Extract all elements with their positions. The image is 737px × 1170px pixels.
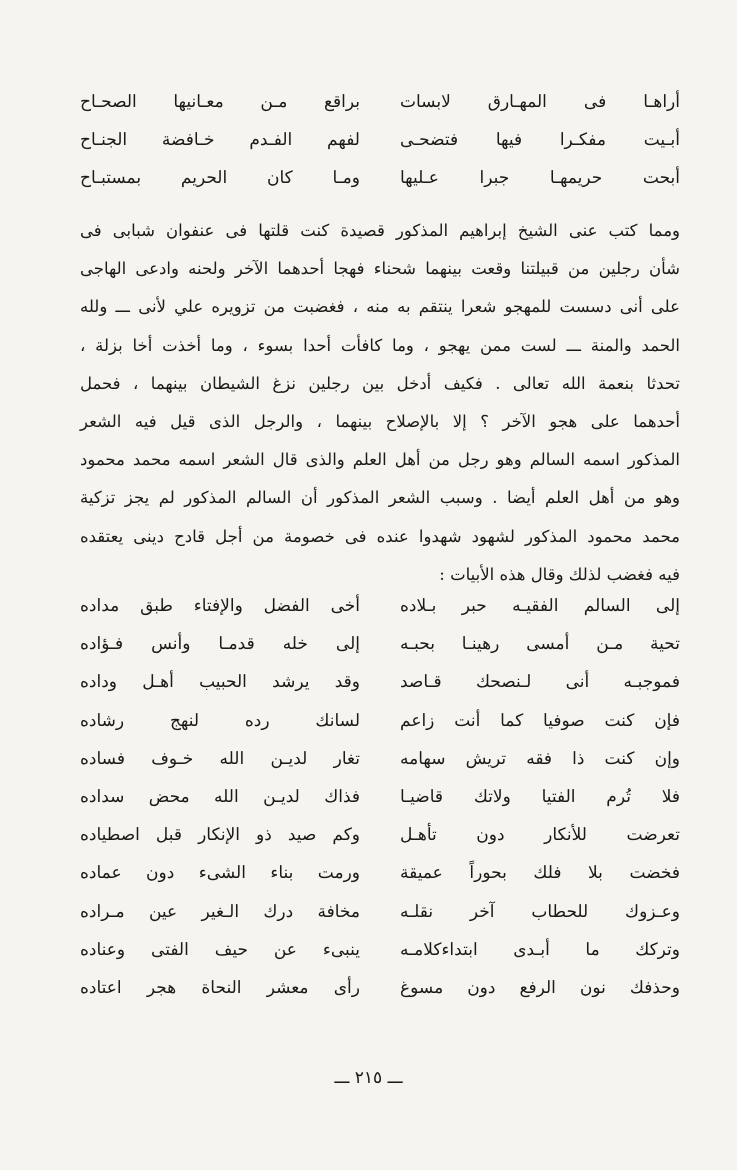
verse-line xyxy=(80,978,680,1016)
verse-line xyxy=(80,130,680,168)
first-hemistich: تعرضت للأنكار دون تأهـل xyxy=(400,825,680,846)
first-hemistich: وإن كنت ذا فقه تريش سهامه xyxy=(400,748,680,769)
first-hemistich: فخضت بلا فلك بحوراً عميقة xyxy=(400,863,680,884)
second-hemistich: ينبىء عن حيف الفتى وعناده xyxy=(80,939,360,960)
verse-line xyxy=(80,634,680,672)
verse-line xyxy=(80,863,680,901)
first-hemistich: تحية مـن أمسى رهينـا بحبـه xyxy=(400,634,680,655)
first-hemistich: فإن كنت صوفيا كما أنت زاعم xyxy=(400,710,680,731)
prose-paragraph xyxy=(80,212,680,594)
verse-line xyxy=(80,787,680,825)
second-hemistich: لفهم الفـدم خـافضة الجنـاح xyxy=(80,130,360,150)
first-hemistich: وعـزوك للحطاب آخر نقلـه xyxy=(400,901,680,922)
verse-line xyxy=(80,168,680,206)
first-hemistich: وتركك ما أبـدى ابتداءكلامـه xyxy=(400,939,680,960)
prose-line: على أنى دسست للمهجو شعرا ينتقم به منه ، فغضبت من تزويره علي لأنى ـــ ولله xyxy=(80,297,680,317)
first-hemistich: أبـيت مفكـرا فيها فتضحـى xyxy=(400,130,680,150)
second-hemistich: إلى خله قدمـا وأنس فـؤاده xyxy=(80,634,360,655)
first-hemistich: فموجبـه أنى لـنصحك قـاصد xyxy=(400,672,680,693)
poem-verses xyxy=(80,596,680,1016)
second-hemistich: براقع مـن معـانيها الصحـاح xyxy=(80,92,360,112)
verse-line xyxy=(80,902,680,940)
verse-line xyxy=(80,92,680,130)
second-hemistich: أخى الفضل والإفتاء طبق مداده xyxy=(80,596,360,616)
verse-line xyxy=(80,825,680,863)
verse-line xyxy=(80,940,680,978)
verse-line xyxy=(80,711,680,749)
opening-verses xyxy=(80,92,680,206)
first-hemistich: أراهـا فى المهـارق لابسات xyxy=(400,92,680,112)
prose-line: فيه فغضب لذلك وقال هذه الأبيات : xyxy=(439,564,680,584)
second-hemistich: وقد يرشد الحبيب أهـل وداده xyxy=(80,672,360,693)
first-hemistich: أبحت حريمهـا جبرا عـليها xyxy=(400,168,680,188)
prose-line: تحدثا بنعمة الله تعالى . فكيف أدخل بين رجلين نزغ الشيطان بينهما ، فحمل xyxy=(80,373,680,393)
second-hemistich: تغار لديـن الله خـوف فساده xyxy=(80,748,360,769)
prose-line: محمد محمود المذكور لشهود شهدوا عنده فى خصومة من أجل قادح دينى يعتقده xyxy=(80,526,680,546)
verse-line xyxy=(80,672,680,710)
first-hemistich: وحذفك نون الرفع دون مسوغ xyxy=(400,977,680,998)
verse-line xyxy=(80,596,680,634)
second-hemistich: مخافة درك الـغير عين مـراده xyxy=(80,901,360,922)
page-number: ـــ ٢١٥ ـــ xyxy=(334,1068,403,1088)
first-hemistich: فلا تُرم الفتيا ولاتك قاضيـا xyxy=(400,786,680,807)
second-hemistich: رأى معشر النحاة هجر اعتاده xyxy=(80,977,360,998)
prose-line: الحمد والمنة ـــ لست ممن يهجو ، وما كافأت أحدا بسوء ، وما أخذت أخا بزلة ، xyxy=(80,335,680,355)
verse-line xyxy=(80,749,680,787)
prose-line: شأن رجلين من قبيلتنا وقعت بينهما شحناء فهجا أحدهما الآخر ولحنه وادعى الهاجى xyxy=(80,259,680,279)
second-hemistich: لسانك رده لنهج رشاده xyxy=(80,710,360,731)
first-hemistich: إلى السالم الفقيـه حبر بـلاده xyxy=(400,596,680,616)
prose-line: أحدهما على هجو الآخر ؟ إلا بالإصلاح بينهما ، والرجل الذى قيل فيه الشعر xyxy=(80,411,680,431)
second-hemistich: ورمت بناء الشىء دون عماده xyxy=(80,863,360,884)
prose-line: وهو من أهل العلم أيضا . وسبب الشعر المذكور أن السالم المذكور لم يجز تزكية xyxy=(80,488,680,508)
prose-line: المذكور اسمه السالم وهو رجل من أهل العلم والذى قال الشعر اسمه محمد محمود xyxy=(80,450,680,470)
prose-line: ومما كتب عنى الشيخ إبراهيم المذكور قصيدة كنت قلتها فى عنفوان شبابى فى xyxy=(80,221,680,240)
second-hemistich: وكم صيد ذو الإنكار قبل اصطياده xyxy=(80,825,360,846)
second-hemistich: ومـا كان الحريم بمستبـاح xyxy=(80,168,360,188)
second-hemistich: فذاك لديـن الله محض سداده xyxy=(80,786,360,807)
